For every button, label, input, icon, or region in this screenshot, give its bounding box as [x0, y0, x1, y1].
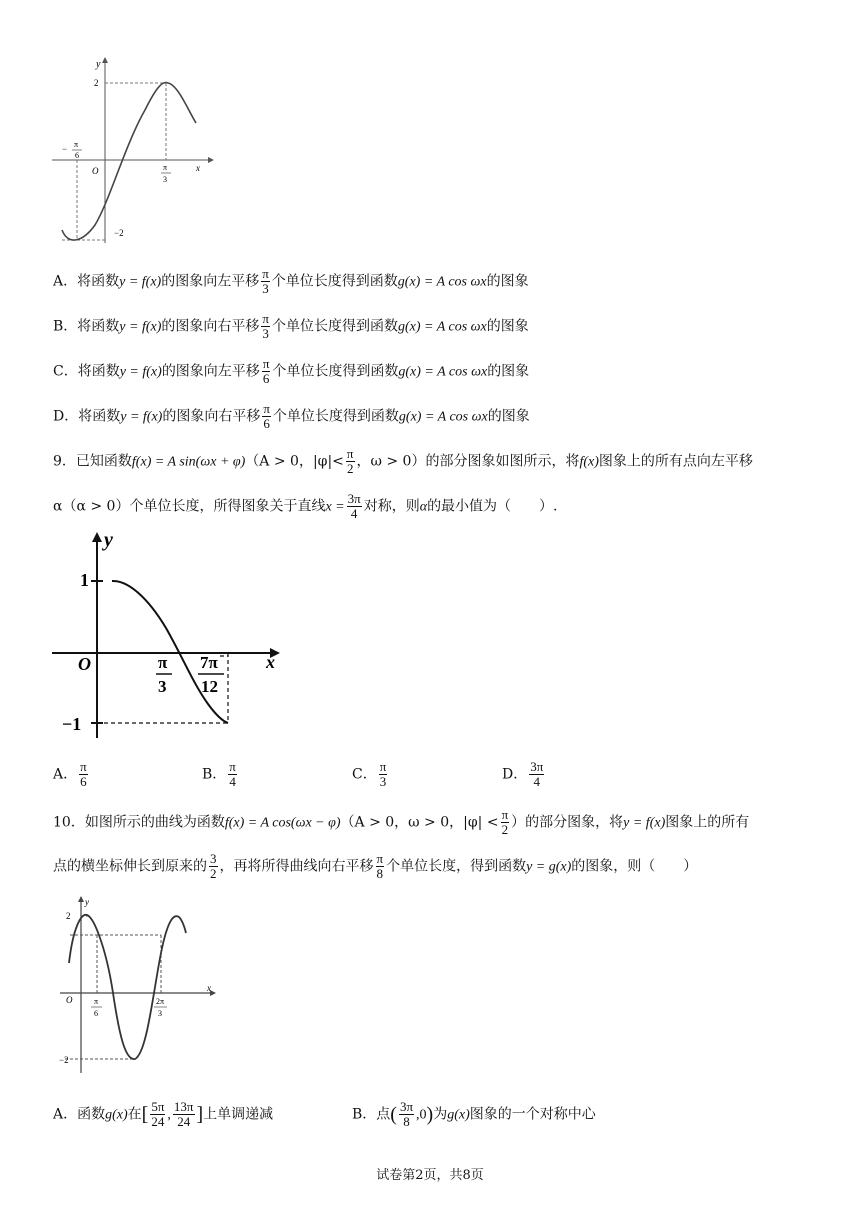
t1-num: π — [158, 653, 168, 672]
y-label: y — [85, 897, 89, 907]
x-label: x — [196, 163, 200, 173]
graph-3 — [55, 893, 235, 1078]
q8-option-a[interactable]: A．将函数y = f(x)的图象向左平移 $\frac{\pi}{3}$ 个单位长度得到函数g(x) = A cos ωx的图象 — [53, 266, 529, 296]
q10-stem-line1: 10．如图所示的曲线为函数f(x) = A cos(ωx − φ)（A > 0，ω > 0，|φ| < $\frac{\pi}{2}$ ）的部分图象，将y = f(x)图象上的所有 — [53, 807, 750, 837]
y-label: y — [96, 59, 101, 70]
neg-sign: − — [62, 144, 68, 154]
two-label: 2 — [66, 911, 71, 921]
origin-label: O — [66, 995, 73, 1005]
q9-option-d[interactable]: D． $\frac{3\pi}{4}$ — [502, 759, 544, 789]
curve-3 — [69, 915, 186, 1059]
t1-den: 6 — [94, 1009, 98, 1018]
pos-tick-den: 3 — [163, 175, 167, 184]
q9-option-b[interactable]: B． $\frac{\pi}{4}$ — [202, 759, 236, 789]
one-label: 1 — [80, 570, 89, 590]
q10-stem-line2: 点的横坐标伸长到原来的 $\frac{3}{2}$ ，再将所得曲线向右平移 $\frac{\pi}{8}$ 个单位长度，得到函数y = g(x)的图象，则（ ） — [53, 851, 698, 881]
t2-den: 3 — [158, 1009, 162, 1018]
t2-num: 7π — [200, 653, 218, 672]
q8-option-d[interactable]: D．将函数y = f(x)的图象向右平移 $\frac{\pi}{6}$ 个单位长度得到函数g(x) = A cos ωx的图象 — [53, 401, 530, 431]
ymin-label: −2 — [114, 228, 124, 238]
graph-2 — [48, 528, 288, 748]
q10-option-a[interactable]: A．函数g(x)在[ $\frac{5\pi}{24}$ , $\frac{13\pi}{24}$ ]上单调递减 — [53, 1099, 274, 1129]
q9-option-a[interactable]: A． $\frac{\pi}{6}$ — [53, 759, 87, 789]
pos-tick-num: π — [163, 163, 168, 172]
q10-option-b[interactable]: B．点( $\frac{3\pi}{8}$ ,0)为g(x)图象的一个对称中心 — [352, 1099, 596, 1129]
q9-stem-line2: α（α > 0）个单位长度，所得图象关于直线x = $\frac{3\pi}{4}$ 对称，则α的最小值为（ ）. — [53, 491, 558, 521]
t2-num: 2π — [156, 997, 165, 1006]
t2-den: 12 — [201, 677, 218, 696]
graph-1 — [50, 55, 220, 250]
origin-label: O — [78, 654, 91, 674]
neg-two-label: −2 — [59, 1055, 69, 1065]
x-label: x — [266, 652, 275, 672]
q8-option-c[interactable]: C．将函数y = f(x)的图象向左平移 $\frac{\pi}{6}$ 个单位长度得到函数g(x) = A cos ωx的图象 — [53, 356, 530, 386]
ymax-label: 2 — [94, 78, 99, 88]
q9-option-c[interactable]: C． $\frac{\pi}{3}$ — [352, 759, 387, 789]
t1-num: π — [94, 997, 99, 1006]
t1-den: 3 — [158, 677, 167, 696]
origin-label: O — [92, 166, 99, 176]
x-axis-arrow — [208, 157, 214, 163]
y-axis-arrow — [92, 532, 102, 542]
y-axis-arrow — [102, 57, 108, 63]
y-axis-arrow — [78, 896, 84, 902]
x-label: x — [207, 983, 211, 993]
neg-tick-num: π — [74, 140, 79, 149]
neg-tick-den: 6 — [75, 151, 79, 160]
y-label: y — [104, 529, 113, 551]
curve-1 — [62, 82, 196, 240]
page-footer: 试卷第2页，共8页 — [376, 1168, 484, 1183]
q8-option-b[interactable]: B．将函数y = f(x)的图象向右平移 $\frac{\pi}{3}$ 个单位长度得到函数g(x) = A cos ωx的图象 — [53, 311, 529, 341]
q9-stem-line1: 9．已知函数f(x) = A sin(ωx + φ)（A > 0，|φ|< $\frac{\pi}{2}$ ，ω > 0）的部分图象如图所示，将f(x)图象上的所有点向左平移 — [53, 446, 753, 476]
curve-2 — [112, 581, 228, 723]
neg-one-label: −1 — [62, 714, 82, 734]
